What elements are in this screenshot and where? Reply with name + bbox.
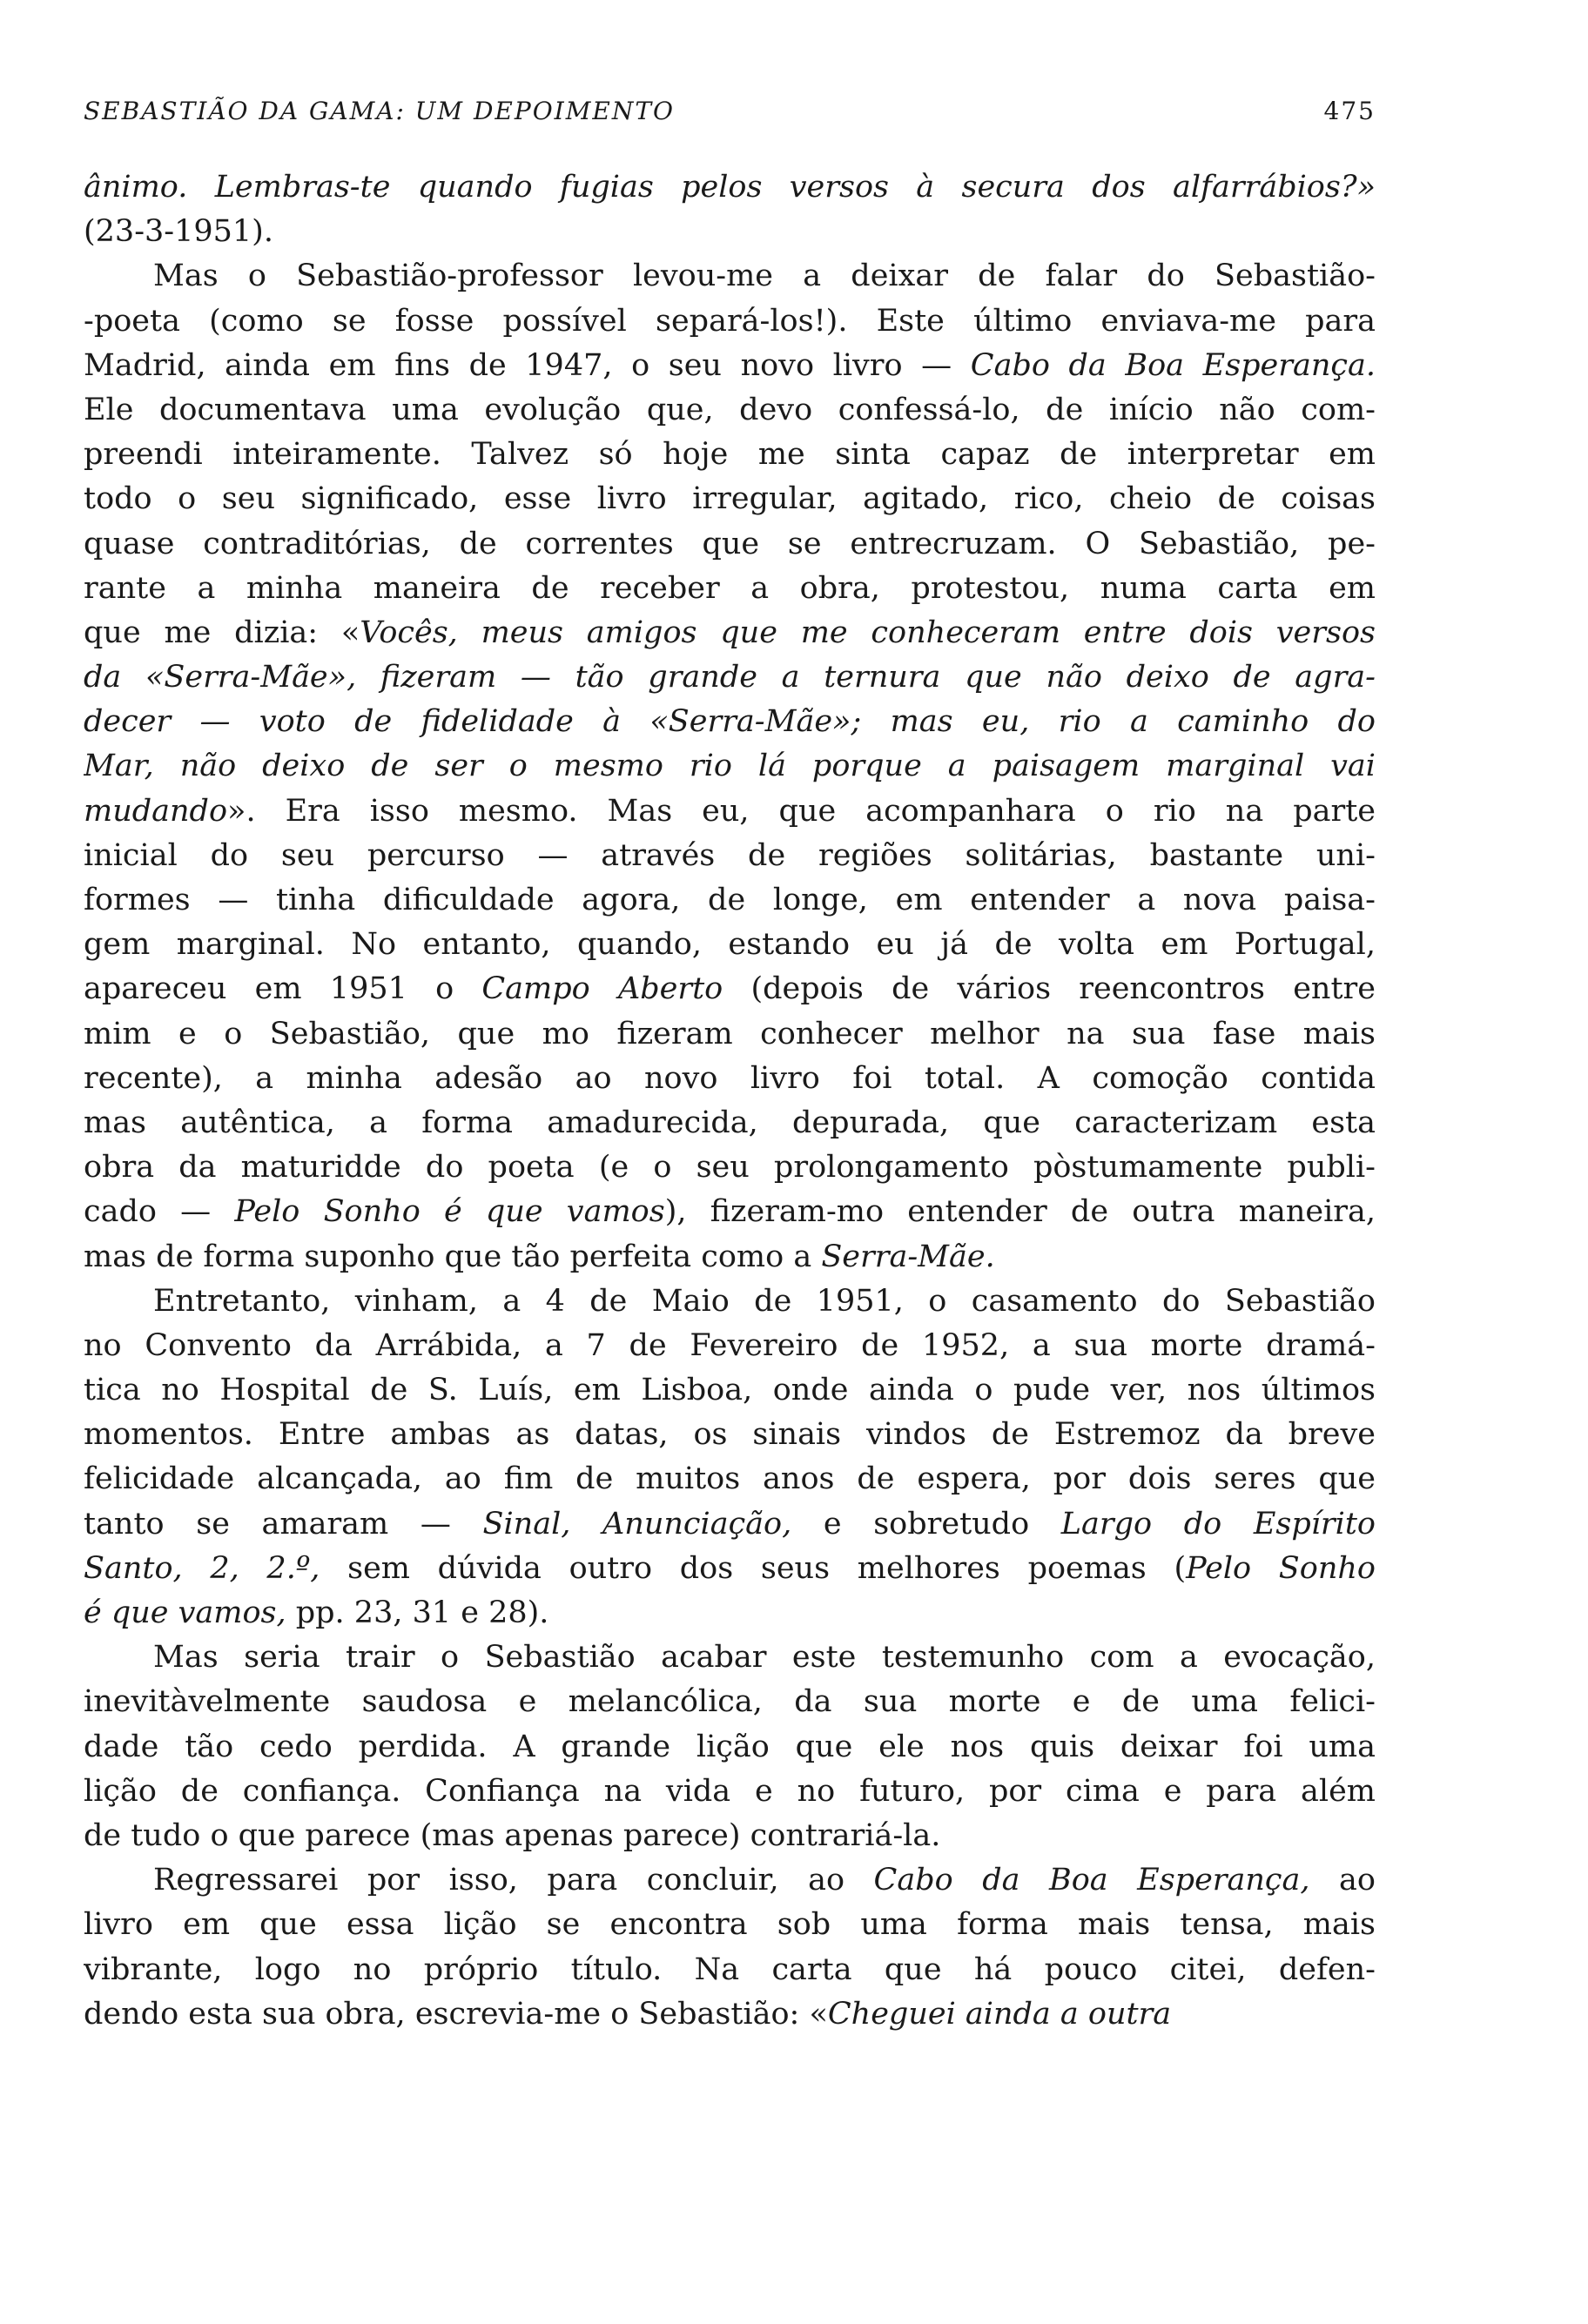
text-line	[84, 1457, 1376, 1501]
paragraph	[84, 1636, 1376, 1858]
text-segment: da «Serra-Mãe», fizeram — tão grande a ternura que não deixo de agra-	[84, 660, 1376, 695]
text-segment: Sinal, Anunciação,	[482, 1506, 792, 1541]
text-segment: gem marginal. No entanto, quando, estando eu já de volta em Portugal,	[84, 927, 1376, 963]
text-line	[84, 1591, 1376, 1636]
text-line	[84, 1725, 1376, 1770]
text-line	[84, 299, 1376, 344]
text-segment: Campo Aberto	[481, 971, 723, 1007]
text-line	[84, 1903, 1376, 1947]
text-line	[84, 923, 1376, 967]
text-segment: Entretanto, vinham, a 4 de Maio de 1951, o casamento do Sebastião	[153, 1283, 1376, 1319]
text-segment: (23-3-1951).	[84, 214, 273, 250]
text-segment: mudando	[84, 793, 228, 829]
text-line	[84, 388, 1376, 433]
text-line	[84, 1057, 1376, 1101]
text-line	[84, 1101, 1376, 1145]
text-segment: pp. 23, 31 e 28).	[286, 1595, 549, 1630]
text-line	[84, 834, 1376, 878]
paragraph	[84, 1280, 1376, 1636]
text-line	[84, 1814, 1376, 1858]
text-line	[84, 1858, 1376, 1903]
text-segment: ao	[1309, 1863, 1376, 1898]
text-segment: Serra-Mãe.	[821, 1239, 995, 1274]
text-line	[84, 1413, 1376, 1457]
text-segment: inevitàvelmente saudosa e melancólica, da sua morte e de uma felici-	[84, 1684, 1376, 1720]
text-line	[84, 1948, 1376, 1992]
text-segment: Ele documentava uma evolução que, devo confessá-lo, de início não com-	[84, 392, 1376, 427]
text-segment: mas autêntica, a forma amadurecida, depurada, que caracterizam esta	[84, 1105, 1376, 1140]
text-segment: Mar, não deixo de ser o mesmo rio lá porque a paisagem marginal vai	[84, 749, 1376, 784]
text-line	[84, 1012, 1376, 1057]
paragraph	[84, 254, 1376, 1279]
text-segment: Pelo Sonho é que vamos	[234, 1194, 665, 1230]
text-segment: e sobretudo	[791, 1506, 1061, 1541]
text-segment: Cabo da Boa Esperança.	[970, 347, 1376, 383]
text-line	[84, 1190, 1376, 1234]
text-segment: felicidade alcançada, ao fim de muitos anos de espera, por dois seres que	[84, 1461, 1376, 1497]
text-line	[84, 433, 1376, 477]
text-segment: ». Era isso mesmo. Mas eu, que acompanhara o rio na parte	[227, 793, 1376, 829]
text-segment: Vocês, meus amigos que me conheceram entre dois versos	[360, 615, 1376, 650]
text-line	[84, 165, 1376, 210]
text-segment: formes — tinha dificuldade agora, de longe, em entender a nova paisa-	[84, 883, 1376, 917]
text-segment: Santo, 2, 2.º,	[84, 1550, 320, 1586]
running-head	[84, 94, 1376, 129]
text-segment: apareceu em 1951 o	[84, 971, 482, 1007]
text-segment: dade tão cedo perdida. A grande lição que ele nos quis deixar foi uma	[84, 1729, 1376, 1764]
text-line	[84, 1145, 1376, 1190]
text-line	[84, 210, 1376, 254]
text-segment: sem dúvida outro dos seus melhores poemas (	[320, 1550, 1187, 1586]
text-segment: rante a minha maneira de receber a obra, protestou, numa carta em	[84, 570, 1376, 606]
text-line	[84, 1680, 1376, 1724]
text-segment: (depois de vários reencontros entre	[723, 971, 1376, 1007]
text-segment: Mas seria trair o Sebastião acabar este testemunho com a evocação,	[153, 1640, 1376, 1676]
text-segment: decer — voto de fidelidade à «Serra-Mãe»; mas eu, rio a caminho do	[84, 704, 1376, 740]
text-segment: Cabo da Boa Esperança,	[873, 1863, 1310, 1898]
text-segment: inicial do seu percurso — através de regiões solitárias, bastante uni-	[84, 837, 1376, 873]
text-line	[84, 1235, 1376, 1280]
text-segment: dendo esta sua obra, escrevia-me o Sebastião: «	[84, 1996, 828, 2032]
text-segment: no Convento da Arrábida, a 7 de Fevereiro de 1952, a sua morte dramá-	[84, 1327, 1376, 1363]
text-segment: todo o seu significado, esse livro irregular, agitado, rico, cheio de coisas	[84, 481, 1376, 517]
text-line	[84, 254, 1376, 299]
text-segment: preendi inteiramente. Talvez só hoje me sinta capaz de interpretar em	[84, 437, 1376, 473]
text-line	[84, 700, 1376, 744]
text-line	[84, 1770, 1376, 1814]
text-segment: vibrante, logo no próprio título. Na carta que há pouco citei, defen-	[84, 1951, 1376, 1987]
text-segment: quase contraditórias, de correntes que se entrecruzam. O Sebastião, pe-	[84, 526, 1376, 561]
text-line	[84, 1636, 1376, 1680]
text-segment: de tudo o que parece (mas apenas parece) contrariá-la.	[84, 1817, 941, 1853]
text-line	[84, 1992, 1376, 2037]
text-line	[84, 1502, 1376, 1547]
text-line	[84, 1368, 1376, 1413]
text-line	[84, 655, 1376, 700]
running-title: SEBASTIÃO DA GAMA: UM DEPOIMENTO	[84, 97, 675, 125]
paragraph	[84, 1858, 1376, 2037]
text-line	[84, 967, 1376, 1011]
text-segment: livro em que essa lição se encontra sob uma forma mais tensa, mais	[84, 1907, 1376, 1943]
text-segment: Regressarei por isso, para concluir, ao	[153, 1863, 874, 1898]
text-segment: -poeta (como se fosse possível separá-los!). Este último enviava-me para	[84, 303, 1376, 339]
text-segment: é que vamos,	[84, 1595, 286, 1630]
text-line	[84, 789, 1376, 834]
text-segment: ), fizeram-mo entender de outra maneira,	[664, 1194, 1376, 1230]
text-segment: Pelo Sonho	[1186, 1550, 1376, 1586]
text-line	[84, 1280, 1376, 1324]
text-segment: obra da maturidde do poeta (e o seu prolongamento pòstumamente publi-	[84, 1150, 1376, 1186]
text-line	[84, 344, 1376, 388]
text-segment: tanto se amaram —	[84, 1506, 483, 1541]
text-segment: que me dizia: «	[84, 615, 360, 650]
text-segment: mas de forma suponho que tão perfeita como a	[84, 1239, 822, 1274]
text-segment: cado —	[84, 1194, 235, 1230]
text-line	[84, 611, 1376, 655]
text-line	[84, 1324, 1376, 1368]
text-segment: momentos. Entre ambas as datas, os sinais vindos de Estremoz da breve	[84, 1417, 1376, 1453]
text-line	[84, 477, 1376, 521]
text-segment: mim e o Sebastião, que mo fizeram conhecer melhor na sua fase mais	[84, 1016, 1376, 1051]
text-segment: tica no Hospital de S. Luís, em Lisboa, onde ainda o pude ver, nos últimos	[84, 1373, 1376, 1408]
text-segment: Largo do Espírito	[1060, 1506, 1376, 1541]
text-line	[84, 744, 1376, 789]
text-segment: recente), a minha adesão ao novo livro foi total. A comoção contida	[84, 1060, 1376, 1096]
text-segment: lição de confiança. Confiança na vida e no futuro, por cima e para além	[84, 1773, 1376, 1809]
text-segment: Cheguei ainda a outra	[827, 1996, 1172, 2032]
text-segment: Mas o Sebastião-professor levou-me a deixar de falar do Sebastião-	[153, 259, 1376, 294]
text-segment: Madrid, ainda em fins de 1947, o seu novo livro —	[84, 347, 971, 383]
text-line	[84, 522, 1376, 567]
page-number: 475	[1323, 97, 1376, 125]
text-line	[84, 1547, 1376, 1591]
text-line	[84, 567, 1376, 611]
text-segment: ânimo. Lembras-te quando fugias pelos versos à secura dos alfarrábios?»	[84, 170, 1376, 205]
body-text	[84, 165, 1376, 2037]
text-line	[84, 878, 1376, 923]
paragraph	[84, 165, 1376, 254]
